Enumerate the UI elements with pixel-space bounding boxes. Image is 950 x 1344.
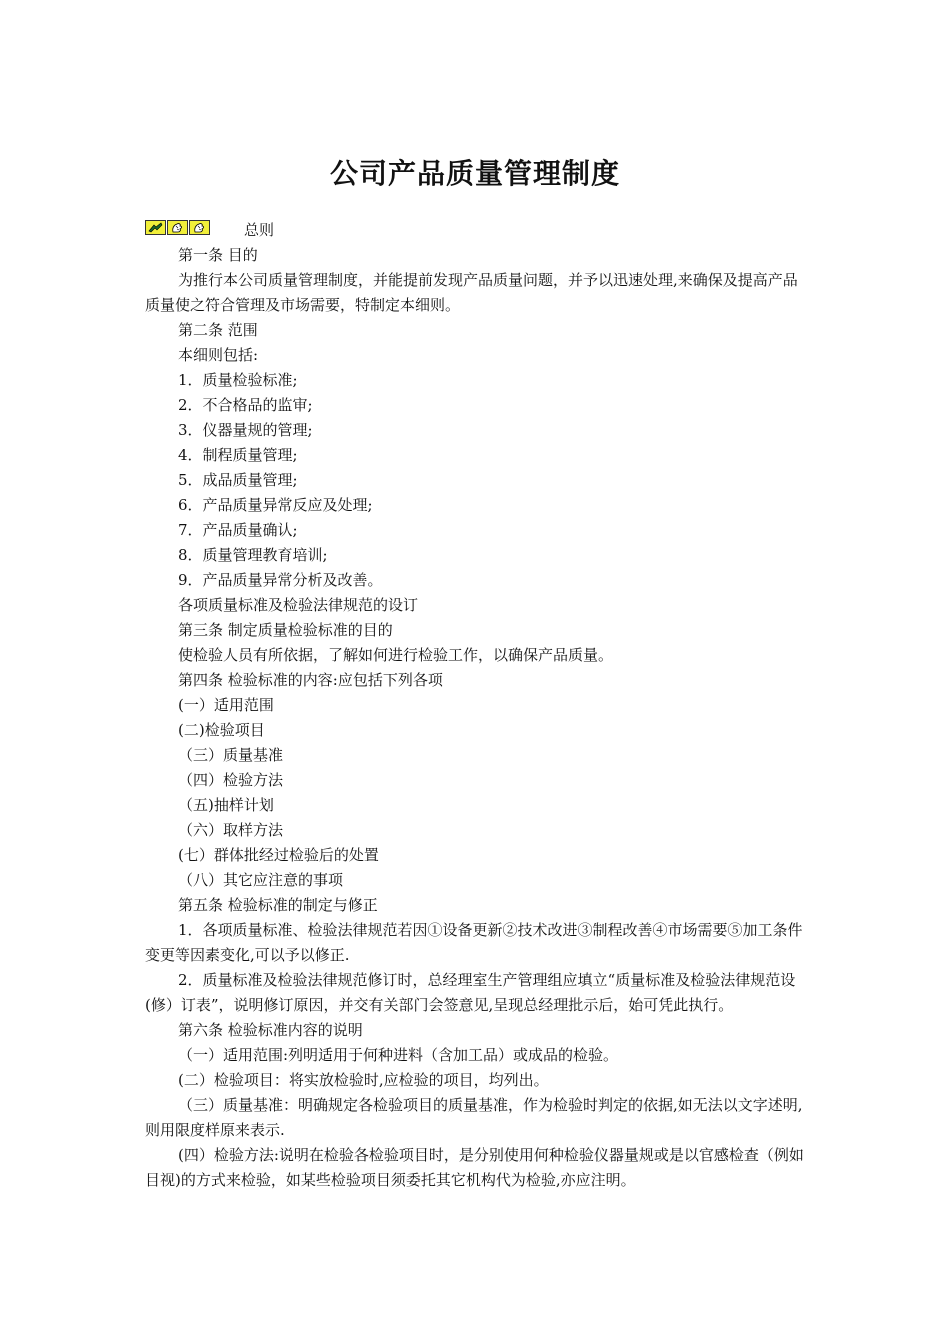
hand-gesture-icon <box>167 220 188 235</box>
document-body <box>145 218 810 1193</box>
text-line: 6．产品质量异常反应及处理; <box>178 496 373 514</box>
text-line: 4．制程质量管理; <box>178 446 298 464</box>
text-line: 5．成品质量管理; <box>178 471 298 489</box>
text-line: 7．产品质量确认; <box>178 521 298 539</box>
text-line: 9．产品质量异常分析及改善。 <box>178 571 383 589</box>
paragraph-list <box>145 243 810 1193</box>
text-line: (二)检验项目 <box>178 721 265 739</box>
paragraph: （三）质量基准：明确规定各检验项目的质量基准，作为检验时判定的依据,如无法以文字述明,则用限度样原来表示. <box>145 1096 803 1139</box>
text-line: 1．质量检验标准; <box>178 371 298 389</box>
text-line: 第四条 检验标准的内容:应包括下列各项 <box>178 671 443 689</box>
text-line: 本细则包括: <box>178 346 259 364</box>
text-line: 第一条 目的 <box>178 246 258 264</box>
section-label: 总则 <box>244 221 275 239</box>
paragraph: (四）检验方法:说明在检验各检验项目时，是分别使用何种检验仪器量规或是以官感检查（例如目视)的方式来检验，如某些检验项目须委托其它机构代为检验,亦应注明。 <box>145 1146 804 1189</box>
section-header <box>145 218 810 243</box>
text-line: 8．质量管理教育培训; <box>178 546 328 564</box>
text-line: （五)抽样计划 <box>178 796 274 814</box>
header-icons <box>145 220 210 236</box>
hand-pointer-icon <box>145 220 166 235</box>
text-line: 第二条 范围 <box>178 321 258 339</box>
document-title: 公司产品质量管理制度 <box>329 157 620 190</box>
text-line: 2．不合格品的监审; <box>178 396 313 414</box>
text-line: 第三条 制定质量检验标准的目的 <box>178 621 393 639</box>
text-line: (七）群体批经过检验后的处置 <box>178 846 379 864</box>
paragraph: 1．各项质量标准、检验法律规范若因①设备更新②技术改进③制程改善④市场需要⑤加工条件变更等因素变化,可以予以修正. <box>145 921 803 964</box>
text-line: （一）适用范围:列明适用于何种进料（含加工品）或成品的检验。 <box>178 1046 619 1064</box>
text-line: 第六条 检验标准内容的说明 <box>178 1021 363 1039</box>
hand-gesture-icon <box>189 220 210 235</box>
text-line: （八）其它应注意的事项 <box>178 871 344 889</box>
text-line: （四）检验方法 <box>178 771 284 789</box>
paragraph: 2．质量标准及检验法律规范修订时，总经理室生产管理组应填立“质量标准及检验法律规范设(修）订表”，说明修订原因，并交有关部门会签意见,呈现总经理批示后，始可凭此执行。 <box>145 971 796 1014</box>
text-line: (一）适用范围 <box>178 696 274 714</box>
text-line: （三）质量基准 <box>178 746 284 764</box>
text-line: (二）检验项目：将实放检验时,应检验的项目，均列出。 <box>178 1071 549 1089</box>
text-line: （六）取样方法 <box>178 821 284 839</box>
text-line: 第五条 检验标准的制定与修正 <box>178 896 378 914</box>
text-line: 各项质量标准及检验法律规范的设订 <box>178 596 419 614</box>
text-line: 3．仪器量规的管理; <box>178 421 313 439</box>
paragraph: 为推行本公司质量管理制度，并能提前发现产品质量问题，并予以迅速处理,来确保及提高产品质量使之符合管理及市场需要，特制定本细则。 <box>145 271 798 314</box>
text-line: 使检验人员有所依据，了解如何进行检验工作，以确保产品质量。 <box>178 646 614 664</box>
